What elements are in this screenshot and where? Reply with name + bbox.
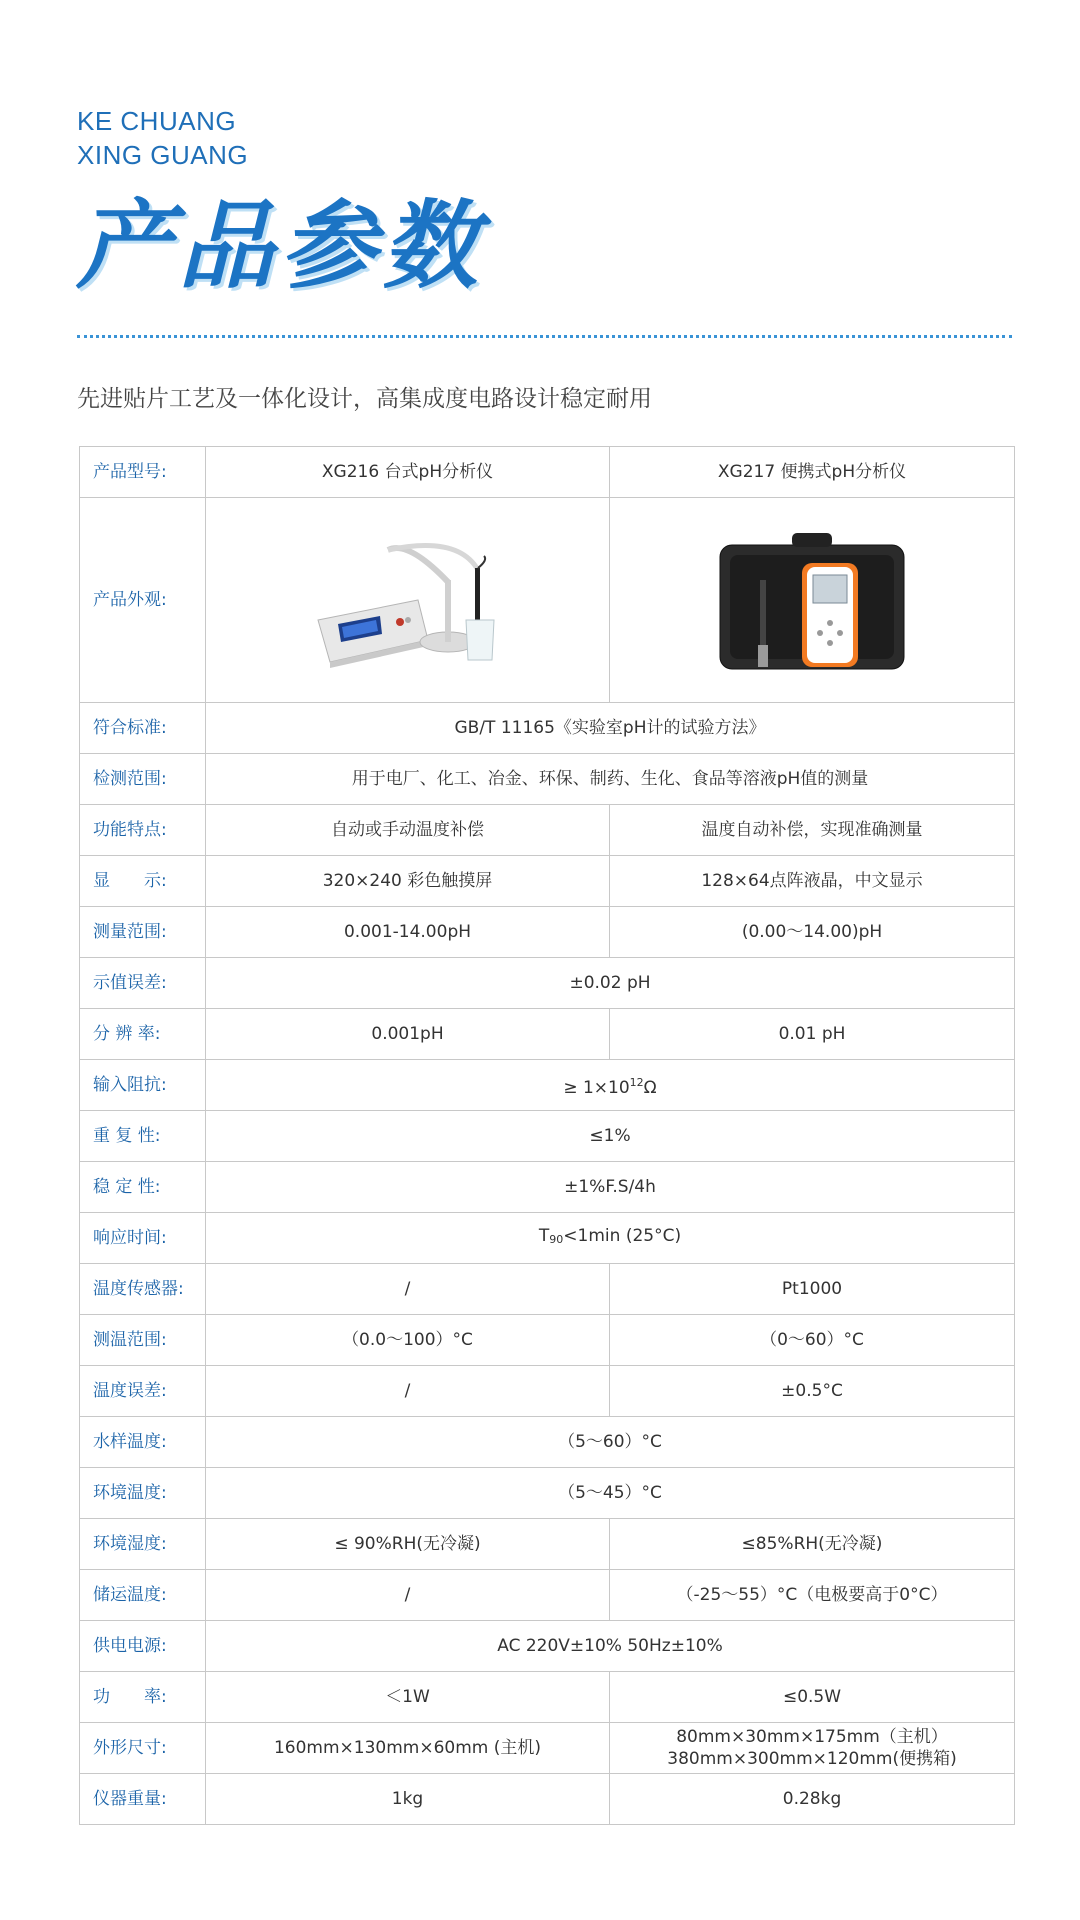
table-row [80, 805, 1015, 856]
row-label: 测温范围: [80, 1315, 206, 1366]
table-row [80, 1723, 1015, 1774]
table-row [80, 1570, 1015, 1621]
table-row [80, 1213, 1015, 1264]
table-row [80, 1111, 1015, 1162]
row-value: ≤1% [206, 1111, 1015, 1162]
model-a: XG216 台式pH分析仪 [206, 447, 610, 498]
row-label: 温度误差: [80, 1366, 206, 1417]
spec-table [79, 446, 1015, 1825]
row-value: 用于电厂、化工、冶金、环保、制药、生化、食品等溶液pH值的测量 [206, 754, 1015, 805]
row-label: 显 示: [80, 856, 206, 907]
value-a: （0.0～100）°C [206, 1315, 610, 1366]
row-label: 储运温度: [80, 1570, 206, 1621]
table-row [80, 907, 1015, 958]
row-label: 功能特点: [80, 805, 206, 856]
dimension-case: 380mm×300mm×120mm(便携箱) [667, 1749, 957, 1769]
benchtop-meter-image [206, 498, 610, 703]
model-b: XG217 便携式pH分析仪 [610, 447, 1015, 498]
page-subtitle: 先进贴片工艺及一体化设计，高集成度电路设计稳定耐用 [77, 386, 652, 412]
brand-line-2: XING GUANG [77, 140, 249, 170]
value-b [610, 1723, 1015, 1774]
row-label: 稳 定 性: [80, 1162, 206, 1213]
value-a: 320×240 彩色触摸屏 [206, 856, 610, 907]
row-label: 产品型号: [80, 447, 206, 498]
value-a: 1kg [206, 1774, 610, 1825]
brand-name [77, 104, 248, 172]
dimension-host: 80mm×30mm×175mm（主机） [676, 1727, 948, 1747]
row-label: 温度传感器: [80, 1264, 206, 1315]
table-row [80, 1060, 1015, 1111]
value-b: （0～60）°C [610, 1315, 1015, 1366]
table-row [80, 498, 1015, 703]
value-b: (0.00～14.00)pH [610, 907, 1015, 958]
row-value: （5～60）°C [206, 1417, 1015, 1468]
value-a: / [206, 1366, 610, 1417]
portable-meter-image [610, 498, 1015, 703]
table-row [80, 856, 1015, 907]
value-b: 0.01 pH [610, 1009, 1015, 1060]
value-a: 0.001pH [206, 1009, 610, 1060]
value-a: ＜1W [206, 1672, 610, 1723]
page-title: 产品参数 [76, 189, 484, 302]
value-a: / [206, 1264, 610, 1315]
row-label: 检测范围: [80, 754, 206, 805]
row-label: 响应时间: [80, 1213, 206, 1264]
value-a: / [206, 1570, 610, 1621]
table-row [80, 1468, 1015, 1519]
row-label: 环境温度: [80, 1468, 206, 1519]
table-row [80, 1417, 1015, 1468]
value-b: ±0.5°C [610, 1366, 1015, 1417]
response-value: <1min (25°C) [563, 1226, 682, 1246]
value-a: ≤ 90%RH(无冷凝) [206, 1519, 610, 1570]
impedance-exponent: 12 [629, 1075, 644, 1089]
table-row [80, 958, 1015, 1009]
row-value [206, 1060, 1015, 1111]
row-label: 环境湿度: [80, 1519, 206, 1570]
row-value: ±0.02 pH [206, 958, 1015, 1009]
table-row [80, 1366, 1015, 1417]
row-value: （5～45）°C [206, 1468, 1015, 1519]
response-symbol: T [538, 1226, 550, 1246]
response-subscript: 90 [549, 1233, 564, 1246]
dotted-divider [77, 335, 1012, 338]
table-row [80, 1315, 1015, 1366]
value-b: 温度自动补偿，实现准确测量 [610, 805, 1015, 856]
row-label: 供电电源: [80, 1621, 206, 1672]
table-row [80, 447, 1015, 498]
row-label: 分 辨 率: [80, 1009, 206, 1060]
table-row [80, 754, 1015, 805]
table-row [80, 1162, 1015, 1213]
value-b: （-25～55）°C（电极要高于0°C） [610, 1570, 1015, 1621]
table-row [80, 1009, 1015, 1060]
value-a: 0.001-14.00pH [206, 907, 610, 958]
row-value [206, 1213, 1015, 1264]
value-b: 128×64点阵液晶，中文显示 [610, 856, 1015, 907]
impedance-base: ≥ 1×10 [563, 1077, 630, 1098]
row-label: 产品外观: [80, 498, 206, 703]
row-value: GB/T 11165《实验室pH计的试验方法》 [206, 703, 1015, 754]
row-label: 测量范围: [80, 907, 206, 958]
value-b: ≤0.5W [610, 1672, 1015, 1723]
row-label: 水样温度: [80, 1417, 206, 1468]
row-label: 仪器重量: [80, 1774, 206, 1825]
value-b: Pt1000 [610, 1264, 1015, 1315]
row-label: 示值误差: [80, 958, 206, 1009]
value-a: 自动或手动温度补偿 [206, 805, 610, 856]
value-a: 160mm×130mm×60mm (主机) [206, 1723, 610, 1774]
row-label: 重 复 性: [80, 1111, 206, 1162]
table-row [80, 703, 1015, 754]
row-value: ±1%F.S/4h [206, 1162, 1015, 1213]
table-row [80, 1774, 1015, 1825]
value-b: 0.28kg [610, 1774, 1015, 1825]
row-label: 功 率: [80, 1672, 206, 1723]
brand-line-1: KE CHUANG [77, 106, 237, 136]
row-label: 符合标准: [80, 703, 206, 754]
table-row [80, 1621, 1015, 1672]
row-label: 外形尺寸: [80, 1723, 206, 1774]
table-row [80, 1672, 1015, 1723]
impedance-unit: Ω [643, 1077, 657, 1098]
table-row [80, 1519, 1015, 1570]
row-value: AC 220V±10% 50Hz±10% [206, 1621, 1015, 1672]
table-row [80, 1264, 1015, 1315]
row-label: 输入阻抗: [80, 1060, 206, 1111]
value-b: ≤85%RH(无冷凝) [610, 1519, 1015, 1570]
